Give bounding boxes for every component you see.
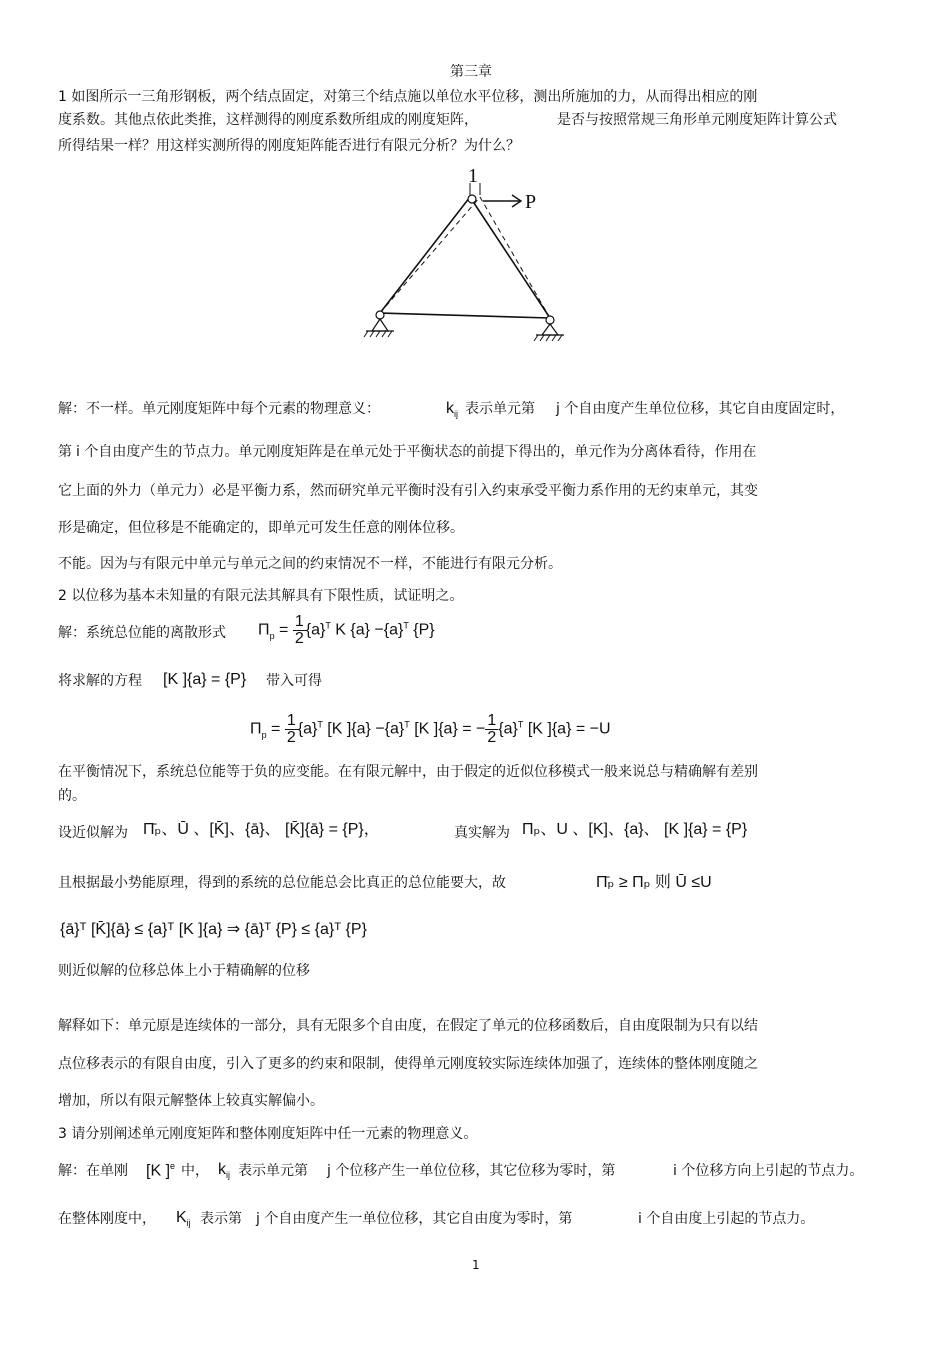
triangle-bottom-edge	[380, 313, 550, 318]
q1-line-1: 1 如图所示一三角形钢板，两个结点固定，对第三个结点施以单位水平位移，测出所施加的力，从而得出相应的刚	[58, 89, 758, 105]
a3-element-stiffness: [K ]$^e$	[146, 1161, 176, 1180]
q1-line-2a: 度系数。其他点依此类推，这样测得的刚度系数所组成的刚度矩阵，	[58, 112, 478, 128]
a2-line-5a: 设近似解为	[58, 825, 128, 841]
displaced-left-edge	[380, 197, 480, 313]
a2-approx-set: Π̄ₚ、Ū 、[K̄]、{ā}、 [K̄]{ā} = {P}，	[143, 821, 380, 838]
q2-line-1: 2 以位移为基本未知量的有限元法其解具有下限性质，试证明之。	[58, 588, 464, 604]
left-node	[376, 311, 384, 319]
page-number: 1	[472, 1258, 480, 1272]
a2-line-3: 在平衡情况下，系统总位能等于负的应变能。在有限元解中，由于假定的近似位移模式一般来说总与精确解有差别	[58, 764, 758, 780]
triangle-plate-figure	[360, 165, 590, 345]
triangle-right-edge	[470, 197, 550, 318]
a3-line-1c: 表示单元第	[238, 1163, 308, 1179]
a1-line-1b: 表示单元第	[465, 401, 535, 417]
a2-line-2-after: 带入可得	[266, 673, 322, 689]
a3-line-1b: 中，	[181, 1163, 209, 1179]
a2-exact-set: Πₚ、U 、[K]、{a}、 [K ]{a} = {P}	[522, 821, 748, 838]
a2-eq-potential: $\Pi_p$ = $\frac{1}{2}$ $\{a\}^T$ K $\{a\} -\{a\}^T$ {P}	[258, 613, 435, 647]
a1-kij: $k_{ij}$	[446, 400, 458, 420]
a1-line-2b: i 个自由度产生的节点力。单元刚度矩阵是在单元处于平衡状态的前提下得出的，单元作为分离体看待，作用在	[76, 444, 757, 460]
a2-line-2: 将求解的方程	[58, 673, 142, 689]
a3-line-1e: i 个位移方向上引起的节点力。	[673, 1163, 864, 1179]
a1-line-4: 形是确定，但位移是不能确定的，即单元可发生任意的刚体位移。	[58, 520, 464, 536]
triangle-left-edge	[380, 197, 470, 313]
q3-line-1: 3 请分别阐述单元刚度矩阵和整体刚度矩阵中任一元素的物理意义。	[58, 1126, 478, 1142]
a3-line-2a: 在整体刚度中，	[58, 1211, 156, 1227]
a2-inequality-2: {ā}ᵀ [K̄]{ā} ≤ {a}ᵀ [K ]{a} ⇒ {ā}ᵀ {P} ≤ {a}ᵀ {P}	[60, 921, 367, 938]
a1-line-1a: 解：不一样。单元刚度矩阵中每个元素的物理意义：	[58, 401, 380, 417]
right-node	[546, 316, 554, 324]
a1-line-5: 不能。因为与有限元中单元与单元之间的约束情况不一样，不能进行有限元分析。	[58, 556, 562, 572]
figure-label-force: P	[525, 191, 537, 213]
a2-line-5b: 真实解为	[454, 825, 510, 841]
a2-line-10: 增加，所以有限元解整体上较真实解偏小。	[58, 1093, 324, 1109]
a2-eq-substituted: $\Pi_p$ = $\frac{1}{2}$ $\{a\}^T$ [K ]$\{a\} -\{a\}^T$ [K ]{a} = − $\frac{1}{2}$ $\{a\}^T$ [K ]{a} = −U	[250, 712, 611, 746]
left-support	[372, 319, 388, 331]
a2-line-6: 且根据最小势能原理，得到的系统的总位能总会比真正的总位能要大，故	[58, 875, 506, 891]
a1-line-3: 它上面的外力（单元力）必是平衡力系，然而研究单元平衡时没有引入约束承受平衡力系作用的无约束单元，其变	[58, 483, 758, 499]
a3-line-2b: 表示第	[200, 1211, 242, 1227]
chapter-title: 第三章	[450, 64, 492, 80]
q1-line-3: 所得结果一样？用这样实测所得的刚度矩阵能否进行有限元分析？为什么？	[58, 138, 520, 154]
a2-line-1: 解：系统总位能的离散形式	[58, 625, 226, 641]
a2-line-7: 则近似解的位移总体上小于精确解的位移	[58, 963, 310, 979]
displaced-right-edge	[480, 197, 550, 318]
a2-line-4: 的。	[58, 788, 86, 804]
q1-line-2b: 是否与按照常规三角形单元刚度矩阵计算公式	[557, 112, 837, 128]
a2-inequality-1: Π̄ₚ ≥ Πₚ 则 Ū ≤U	[596, 874, 712, 891]
a3-line-2d: i 个自由度上引起的节点力。	[638, 1211, 815, 1227]
a1-line-1c: j 个自由度产生单位位移，其它自由度固定时，	[556, 401, 845, 417]
figure-label-top: 1	[468, 165, 478, 187]
a3-line-1a: 解：在单刚	[58, 1163, 128, 1179]
a2-line-8: 解释如下：单元原是连续体的一部分，具有无限多个自由度，在假定了单元的位移函数后，自由度限制为只有以结	[58, 1018, 758, 1034]
a3-line-1d: j 个位移产生一单位位移，其它位移为零时，第	[327, 1163, 616, 1179]
a1-line-2a: 第	[58, 444, 72, 460]
a3-line-2c: j 个自由度产生一单位位移，其它自由度为零时，第	[256, 1211, 573, 1227]
a2-line-9: 点位移表示的有限自由度，引入了更多的约束和限制，使得单元刚度较实际连续体加强了，连续体的整体刚度随之	[58, 1056, 758, 1072]
a3-Kij: $K_{ij}$	[176, 1209, 191, 1229]
right-support	[542, 324, 558, 335]
a3-kij: $k_{ij}$	[218, 1161, 230, 1181]
a2-eq-equilibrium: [K ]{a} = {P}	[163, 671, 247, 688]
top-node	[468, 195, 476, 203]
